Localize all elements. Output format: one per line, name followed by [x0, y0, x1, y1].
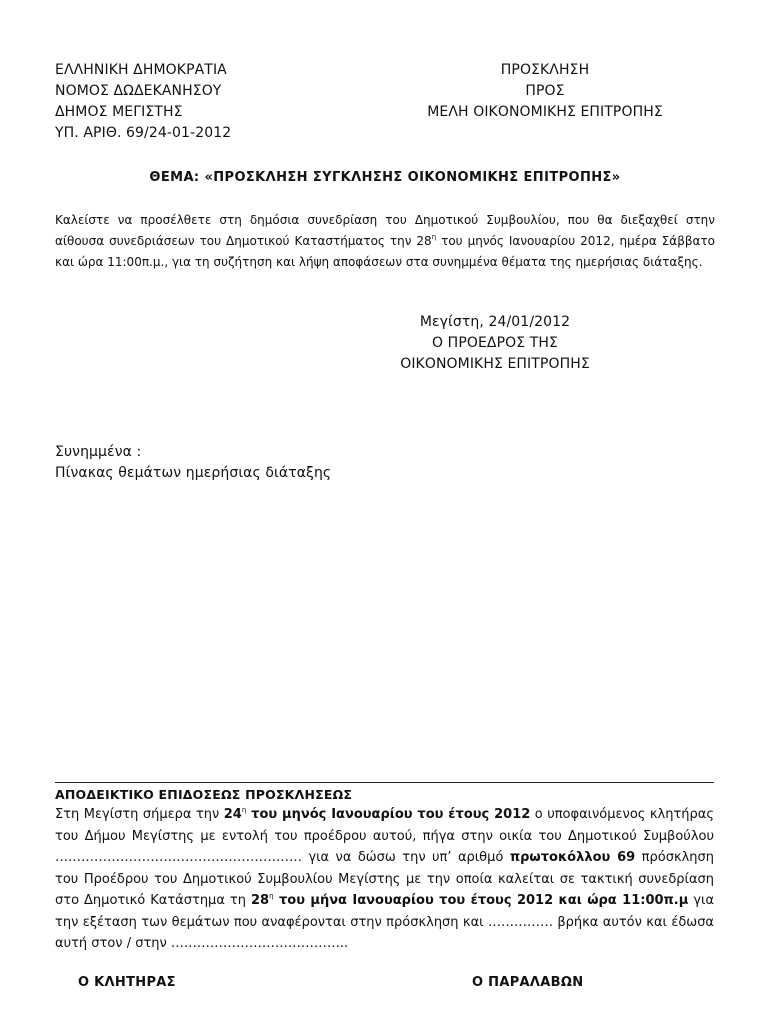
receipt-text-3: πρόσκληση του Προέδρου του Δημοτικού Συμβουλίου Μεγίστης με την οποία καλείται σε τακτική συνεδρίαση στο Δημοτικό Κατάστημα τη: [55, 850, 715, 908]
recipient-signature-label: Ο ΠΑΡΑΛΑΒΩΝ: [472, 975, 584, 990]
attachments-item: Πίνακας θεμάτων ημερήσιας διάταξης: [55, 465, 332, 481]
receipt-meeting-day: 28: [251, 893, 270, 908]
delivery-receipt: [55, 785, 714, 955]
invitation-paragraph: [55, 210, 715, 273]
receipt-day-suffix: η: [241, 806, 247, 814]
receipt-day: 24: [223, 807, 242, 822]
signer-role-2: ΟΙΚΟΝΟΜΙΚΗΣ ΕΠΙΤΡΟΠΗΣ: [400, 356, 590, 372]
country-line: ΕΛΛΗΝΙΚΗ ΔΗΜΟΚΡΑΤΙΑ: [55, 62, 227, 78]
invitation-text-part2: του μηνός Ιανουαρίου 2012, ημέρα Σάββατο και ώρα 11:00π.μ., για τη συζήτηση και λήψη αποφάσεων στα συνημμένα θέματα της ημερήσιας διάταξης.: [55, 234, 715, 269]
receipt-paragraph: [55, 804, 714, 955]
place-date: Μεγίστη, 24/01/2012: [419, 314, 571, 330]
prefecture-line: ΝΟΜΟΣ ΔΩΔΕΚΑΝΗΣΟΥ: [55, 83, 222, 99]
receipt-month-year: του μηνός Ιανουαρίου του έτους 2012: [246, 807, 531, 822]
receipt-meeting-date-time: του μήνα Ιανουαρίου του έτους 2012 και ώρα 11:00π.μ: [273, 893, 689, 908]
receipt-protocol: πρωτοκόλλου 69: [509, 850, 636, 865]
ordinal-suffix: η: [431, 233, 437, 241]
signer-role-1: Ο ΠΡΟΕΔΡΟΣ ΤΗΣ: [432, 335, 558, 351]
receipt-text-1: Στη Μεγίστη σήμερα την: [55, 807, 224, 822]
receipt-meeting-day-suffix: η: [269, 892, 274, 900]
municipality-line: ΔΗΜΟΣ ΜΕΓΙΣΤΗΣ: [55, 104, 183, 120]
signature-block: [375, 312, 615, 375]
document-type: ΠΡΟΣΚΛΗΣΗ: [500, 62, 590, 78]
section-divider: [55, 782, 714, 783]
receipt-text-2: ο υποφαινόμενος κλητήρας του Δήμου Μεγίστης με εντολή του προέδρου αυτού, πήγα στην οικία του Δημοτικού Συμβούλου ………………………………………………… για να δώσω την υπ’ αριθμό: [55, 807, 714, 865]
protocol-number: ΥΠ. ΑΡΙΘ. 69/24-01-2012: [55, 125, 232, 141]
recipient-to: ΠΡΟΣ: [525, 83, 565, 99]
bailiff-signature-label: Ο ΚΛΗΤΗΡΑΣ: [78, 975, 176, 990]
recipient-block: [395, 60, 695, 123]
issuer-block: [55, 60, 375, 144]
attachments-label: Συνημμένα :: [55, 444, 142, 460]
receipt-text-4: για την εξέταση των θεμάτων που αναφέρονται στην πρόσκληση και …………… βρήκα αυτόν και έδωσα αυτή στον / στην …………………………………..: [55, 893, 715, 951]
recipient-name: ΜΕΛΗ ΟΙΚΟΝΟΜΙΚΗΣ ΕΠΙΤΡΟΠΗΣ: [427, 104, 663, 120]
invitation-text-part1: Καλείστε να προσέλθετε στη δημόσια συνεδρίαση του Δημοτικού Συμβουλίου, που θα διεξαχθεί στην αίθουσα συνεδριάσεων του Δημοτικού Καταστήματος την 28: [55, 213, 715, 248]
attachments-block: [55, 442, 455, 484]
receipt-title: ΑΠΟΔΕΙΚΤΙΚΟ ΕΠΙΔΟΣΕΩΣ ΠΡΟΣΚΛΗΣΕΩΣ: [55, 787, 353, 802]
subject-heading: ΘΕΜΑ: «ΠΡΟΣΚΛΗΣΗ ΣΥΓΚΛΗΣΗΣ ΟΙΚΟΝΟΜΙΚΗΣ ΕΠΙΤΡΟΠΗΣ»: [149, 170, 621, 185]
